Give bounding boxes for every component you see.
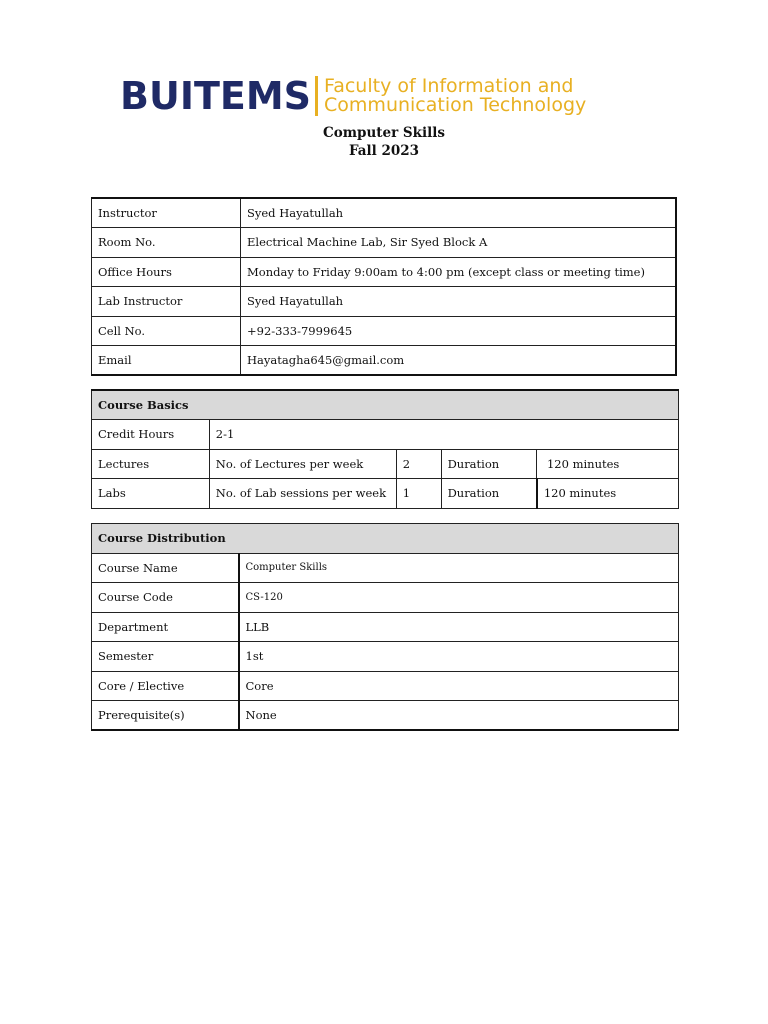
info-value: Monday to Friday 9:00am to 4:00 pm (except class or meeting time)	[241, 257, 677, 287]
course-title: Computer Skills	[322, 125, 445, 141]
table-row	[92, 553, 679, 583]
logo-faculty-name	[324, 77, 586, 115]
distribution-value: Computer Skills	[239, 553, 679, 583]
table-row	[92, 612, 679, 642]
distribution-value: CS-120	[239, 583, 679, 613]
distribution-value: LLB	[239, 612, 679, 642]
table-row	[92, 420, 679, 450]
info-label: Instructor	[92, 198, 241, 228]
distribution-value: None	[239, 701, 679, 731]
logo-wordmark: BUITEMS	[120, 74, 312, 118]
table-row	[92, 316, 677, 346]
duration-label: Duration	[441, 449, 537, 479]
table-row	[92, 346, 677, 376]
table-header-row	[92, 524, 679, 554]
logo-faculty-line2: Communication Technology	[324, 94, 587, 116]
university-logo	[120, 72, 650, 120]
credit-hours-label: Credit Hours	[92, 420, 210, 450]
logo-faculty-line1: Faculty of Information and	[324, 75, 574, 97]
table-row	[92, 479, 679, 509]
distribution-value: 1st	[239, 642, 679, 672]
duration-label: Duration	[441, 479, 537, 509]
info-value: Hayatagha645@gmail.com	[241, 346, 677, 376]
distribution-label: Prerequisite(s)	[92, 701, 239, 731]
table-row	[92, 642, 679, 672]
table-header-row	[92, 390, 679, 420]
session-count: 2	[396, 449, 441, 479]
session-type: Lectures	[92, 449, 210, 479]
table-row	[92, 257, 677, 287]
table-row	[92, 701, 679, 731]
table-row	[92, 449, 679, 479]
course-distribution-table	[91, 523, 679, 731]
instructor-info-table	[91, 197, 677, 376]
session-description: No. of Lab sessions per week	[209, 479, 396, 509]
table-row	[92, 198, 677, 228]
table-row	[92, 228, 677, 258]
duration-value: 120 minutes	[537, 479, 679, 509]
info-value: Electrical Machine Lab, Sir Syed Block A	[241, 228, 677, 258]
info-value: Syed Hayatullah	[241, 287, 677, 317]
table-row	[92, 287, 677, 317]
duration-value: 120 minutes	[537, 449, 679, 479]
info-label: Email	[92, 346, 241, 376]
course-distribution-heading: Course Distribution	[92, 524, 679, 554]
info-label: Room No.	[92, 228, 241, 258]
table-row	[92, 583, 679, 613]
info-value: Syed Hayatullah	[241, 198, 677, 228]
session-description: No. of Lectures per week	[209, 449, 396, 479]
info-label: Cell No.	[92, 316, 241, 346]
distribution-label: Department	[92, 612, 239, 642]
distribution-label: Course Name	[92, 553, 239, 583]
info-label: Office Hours	[92, 257, 241, 287]
course-basics-heading: Course Basics	[92, 390, 679, 420]
credit-hours-value: 2-1	[209, 420, 678, 450]
course-basics-table	[91, 389, 679, 509]
distribution-label: Core / Elective	[92, 671, 239, 701]
info-label: Lab Instructor	[92, 287, 241, 317]
info-value: +92-333-7999645	[241, 316, 677, 346]
table-row	[92, 671, 679, 701]
distribution-label: Course Code	[92, 583, 239, 613]
session-type: Labs	[92, 479, 210, 509]
distribution-label: Semester	[92, 642, 239, 672]
course-term: Fall 2023	[348, 143, 420, 159]
distribution-value: Core	[239, 671, 679, 701]
session-count: 1	[396, 479, 441, 509]
logo-divider	[315, 76, 318, 116]
